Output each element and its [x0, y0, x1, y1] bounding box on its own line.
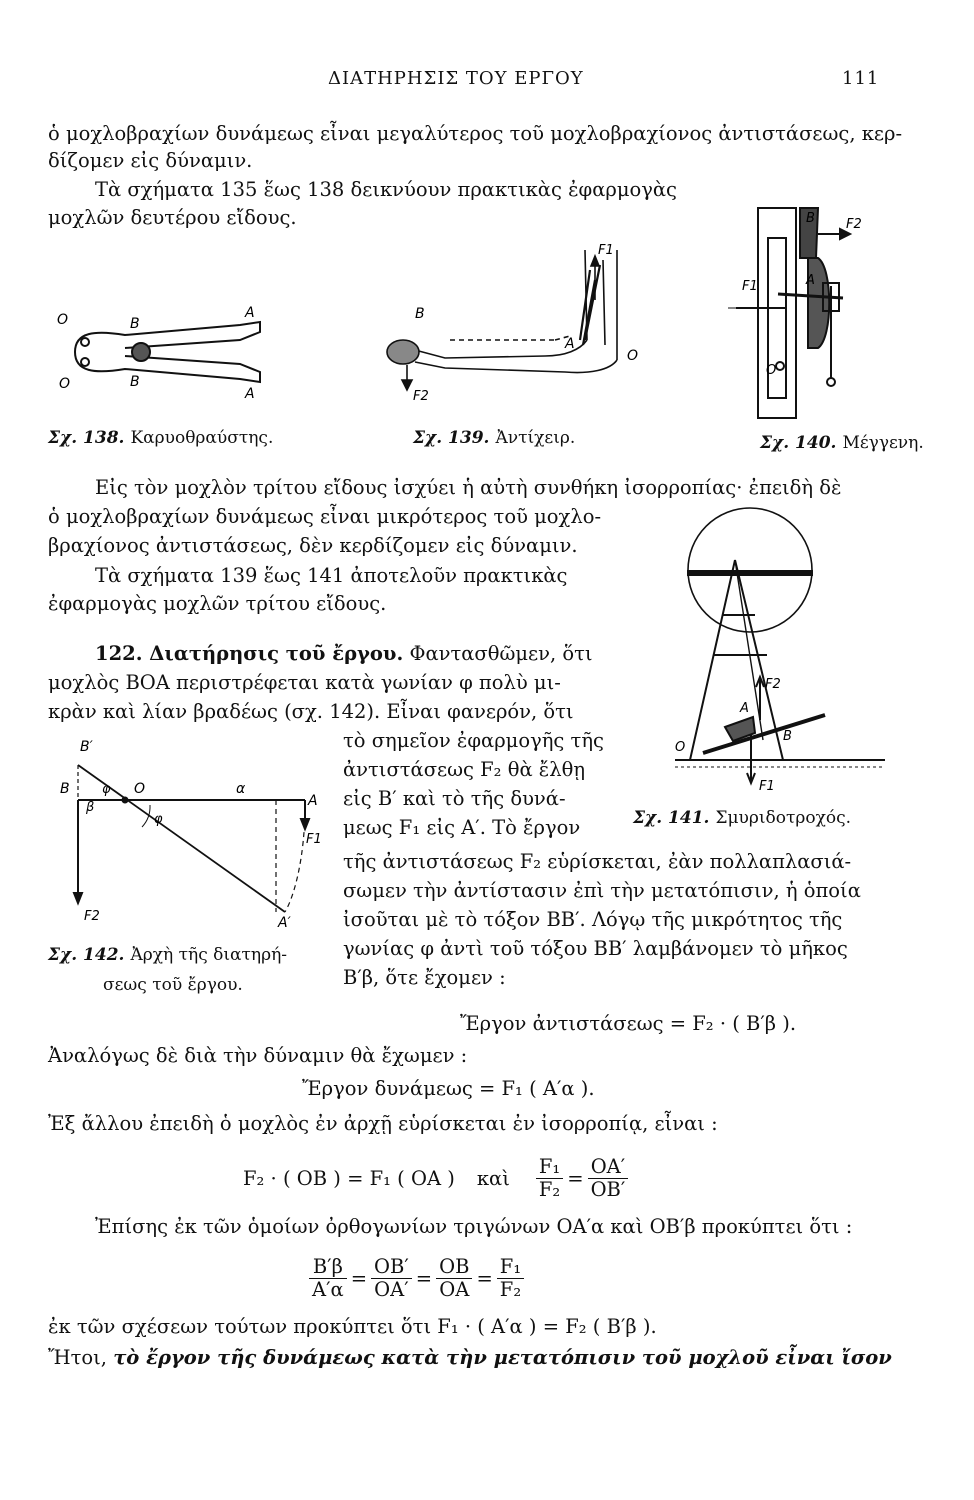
fig142-label-phi-top: φ	[102, 782, 111, 797]
section-line12: Β′β, ὅτε ἔχομεν :	[343, 966, 506, 989]
fig138-label-b-top: B	[130, 316, 140, 332]
section-line8: τῆς ἀντιστάσεως F₂ εὑρίσκεται, ἐὰν πολλαπλασιά-	[343, 850, 852, 873]
fraction-num: ΟΒ	[436, 1256, 472, 1279]
fig140-caption-num: Σχ. 140.	[760, 433, 837, 453]
fraction-den: F₂	[499, 1277, 522, 1301]
arrow-f2-head	[402, 380, 412, 390]
para2-line1: Εἰς τὸν μοχλὸν τρίτου εἴδους ἰσχύει ἡ αὐτὴ συνθήκη ἰσορροπίας· ἐπειδὴ δὲ	[95, 476, 842, 499]
vise-screw	[778, 294, 843, 298]
fraction-den: ΟΑ′	[374, 1277, 409, 1301]
section-line4: τὸ σημεῖον ἐφαρμογῆς τῆς	[343, 729, 604, 752]
section-line10: ἰσοῦται μὲ τὸ τόξον ΒΒ′. Λόγῳ τῆς μικρότητος τῆς	[343, 908, 843, 931]
fig142-label-a: A	[308, 793, 318, 809]
fig140-label-o: O	[766, 363, 777, 378]
fraction-den: Α′α	[312, 1277, 344, 1301]
fig142-label-f2: F2	[84, 909, 100, 924]
section-line3: κρὰν καὶ λίαν βραδέως (σχ. 142). Εἶναι φανερόν, ὅτι	[48, 700, 574, 723]
fig140-caption	[760, 433, 924, 453]
fig138-label-a-bottom: A	[245, 386, 255, 402]
section-line6: εἰς Β′ καὶ τὸ τῆς δυνά-	[343, 787, 566, 810]
fig142-label-f1: F1	[306, 832, 322, 847]
fig139-caption-title: Ἀντίχειρ.	[495, 428, 576, 448]
fig139-caption	[413, 428, 575, 448]
eq3-kai: καὶ	[476, 1166, 510, 1190]
section-line11: γωνίας φ ἀντὶ τοῦ τόξου ΒΒ′ λαμβάνομεν τὸ μῆκος	[343, 937, 848, 960]
fig140-label-f1: F1	[742, 279, 758, 294]
line-episis: Ἐπίσης ἐκ τῶν ὁμοίων ὀρθογωνίων τριγώνων ΟΑ′α καὶ ΟΒ′β προκύπτει ὅτι :	[95, 1215, 853, 1238]
equals-sign: =	[476, 1266, 493, 1290]
line-analogos: Ἀναλόγως δὲ διὰ τὴν δύναμιν θὰ ἔχωμεν :	[48, 1044, 468, 1067]
page-number: 111	[842, 68, 880, 89]
fig139-label-f2: F2	[413, 389, 429, 404]
fraction-1	[309, 1256, 347, 1301]
fig142-label-beta: β	[86, 800, 95, 815]
fig141-label-f1: F1	[759, 779, 775, 794]
fraction-oa-ob	[588, 1156, 629, 1201]
pivot-o	[123, 798, 128, 803]
nutcracker-lower-arm	[75, 352, 260, 382]
fig142-label-a-prime: A′	[278, 915, 291, 931]
line-ex-allou: Ἐξ ἄλλου ἐπειδὴ ὁ μοχλὸς ἐν ἀρχῇ εὑρίσκεται ἐν ἰσορροπίᾳ, εἶναι :	[48, 1112, 718, 1135]
fig138-label-a-top: A	[245, 305, 255, 321]
forearm-upper-edge	[415, 340, 587, 358]
fig141-caption	[633, 808, 851, 828]
section-line2: μοχλὸς ΒΟΑ περιστρέφεται κατὰ γωνίαν φ πολὺ μι-	[48, 671, 561, 694]
section-heading: 122. Διατήρησις τοῦ ἔργου.	[95, 642, 404, 665]
fraction-4	[497, 1256, 524, 1301]
fig138-caption-num: Σχ. 138.	[48, 428, 125, 448]
fraction-den: ΟΑ	[439, 1277, 470, 1301]
fig138-label-o-bottom: O	[59, 376, 71, 392]
para2-line5: ἐφαρμογὰς μοχλῶν τρίτου εἴδους.	[48, 592, 387, 615]
line-itoi-start: Ἤτοι,	[48, 1346, 107, 1369]
para1-line1: ὁ μοχλοβραχίων δυνάμεως εἶναι μεγαλύτερος τοῦ μοχλοβραχίονος ἀντιστάσεως, κερ-	[48, 122, 903, 145]
fig139-label-f1: F1	[598, 243, 614, 258]
vise-jaw-moving	[808, 258, 829, 348]
eq3-equals: =	[567, 1166, 584, 1190]
para1-line3: Τὰ σχήματα 135 ἕως 138 δεικνύουν πρακτικὰς ἐφαρμογὰς	[95, 178, 677, 201]
para2-line4: Τὰ σχήματα 139 ἕως 141 ἀποτελοῦν πρακτικὰς	[95, 564, 568, 587]
section-122-line1	[95, 640, 593, 667]
fig142-caption-num: Σχ. 142.	[48, 945, 125, 965]
figure-139-forearm	[355, 240, 655, 410]
para1-line2: δίζομεν εἰς δύναμιν.	[48, 149, 253, 172]
fraction-num: Β′β	[309, 1256, 347, 1279]
vise-body	[758, 208, 796, 418]
fig140-label-f2: F2	[846, 217, 862, 232]
section-line1-rest: Φαντασθῶμεν, ὅτι	[409, 642, 593, 665]
section-line7: μεως F₁ εἰς Α′. Τὸ ἔργον	[343, 816, 581, 839]
fig139-label-b: B	[415, 306, 425, 322]
figure-140-vise	[728, 198, 873, 430]
fraction-num: F₁	[536, 1156, 563, 1179]
fraction-num: ΟΑ′	[588, 1156, 629, 1179]
fig142-label-o: O	[134, 781, 146, 797]
equals-sign: =	[350, 1266, 368, 1290]
ball-in-hand	[387, 340, 419, 364]
fig139-label-a: A	[565, 336, 575, 352]
fraction-3	[436, 1256, 472, 1301]
fig141-caption-title: Σμυριδοτροχός.	[715, 808, 852, 828]
section-line9: σωμεν τὴν ἀντίστασιν ἐπὶ τὴν μετατόπισιν, ἡ ὁποία	[343, 879, 861, 902]
eq3-lhs: F₂ · ( ΟΒ ) = F₁ ( ΟΑ )	[243, 1166, 455, 1190]
fig142-label-phi: φ	[154, 812, 163, 827]
para2-line2: ὁ μοχλοβραχίων δυνάμεως εἶναι μικρότερος τοῦ μοχλο-	[48, 505, 602, 528]
fig138-label-o-top: O	[57, 312, 69, 328]
nut-shape	[132, 343, 150, 361]
fig140-caption-title: Μέγγενη.	[842, 433, 924, 453]
fig140-label-a: A	[806, 273, 815, 288]
figure-142-lever-diagram	[50, 735, 330, 940]
fig139-caption-num: Σχ. 139.	[413, 428, 490, 448]
line-itoi-bold: τὸ ἔργον τῆς δυνάμεως κατὰ τὴν μετατόπισιν τοῦ μοχλοῦ εἶναι ἴσον	[113, 1346, 892, 1369]
figure-141-grindstone	[675, 505, 890, 795]
fig138-caption-title: Καρυοθραύστης.	[130, 428, 274, 448]
fig141-label-a: A	[740, 701, 749, 716]
equation-work-force: Ἔργον δυνάμεως = F₁ ( Α′α ).	[302, 1077, 595, 1100]
fig142-label-b-prime: B′	[80, 739, 93, 755]
fig142-caption-title1: Ἀρχὴ τῆς διατηρή-	[130, 945, 288, 965]
fraction-den: ΟΒ′	[590, 1177, 626, 1201]
nutcracker-upper-arm	[75, 322, 260, 352]
equation-work-resistance: Ἔργον ἀντιστάσεως = F₂ · ( Β′β ).	[460, 1012, 797, 1035]
fig142-caption-line1	[48, 945, 287, 965]
fig141-caption-num: Σχ. 141.	[633, 808, 710, 828]
treadle-lever	[703, 715, 825, 753]
line-ek-ton-sxeseon: ἐκ τῶν σχέσεων τούτων προκύπτει ὅτι F₁ · ( Α′α ) = F₂ ( Β′β ).	[48, 1315, 657, 1338]
lever-dashed-line	[450, 336, 570, 340]
fig140-label-b: B	[806, 211, 815, 226]
fig139-label-o: O	[627, 348, 639, 364]
figure-138-nutcracker	[55, 300, 300, 405]
fraction-den: F₂	[538, 1177, 561, 1201]
section-line5: ἀντιστάσεως F₂ θὰ ἔλθῃ	[343, 758, 586, 781]
fig142-caption-title2: σεως τοῦ ἔργου.	[103, 975, 243, 995]
equation-equilibrium	[243, 1148, 632, 1208]
angle-phi-arc	[142, 805, 150, 827]
fig138-caption	[48, 428, 273, 448]
fig141-label-f2: F2	[765, 677, 781, 692]
fig141-label-b: B	[783, 729, 792, 744]
equals-sign: =	[415, 1266, 433, 1290]
fraction-2	[371, 1256, 412, 1301]
fig141-label-o: O	[675, 740, 686, 755]
para1-line4: μοχλῶν δευτέρου εἴδους.	[48, 206, 297, 229]
fig138-label-b-bottom: B	[130, 374, 140, 390]
biceps-muscle	[580, 265, 600, 345]
line-itoi	[48, 1344, 892, 1371]
fig142-label-alpha: α	[236, 781, 246, 797]
fraction-num: ΟΒ′	[371, 1256, 412, 1279]
running-header: ΔΙΑΤΗΡΗΣΙΣ ΤΟΥ ΕΡΓΟΥ	[328, 68, 584, 89]
fig142-label-b: B	[60, 781, 70, 797]
fraction-f1-f2	[536, 1156, 563, 1201]
fraction-num: F₁	[497, 1256, 524, 1279]
forearm-lower-edge	[415, 360, 617, 373]
equation-similar-triangles	[305, 1248, 528, 1308]
para2-line3: βραχίονος ἀντιστάσεως, δὲν κερδίζομεν εἰς δύναμιν.	[48, 534, 578, 557]
